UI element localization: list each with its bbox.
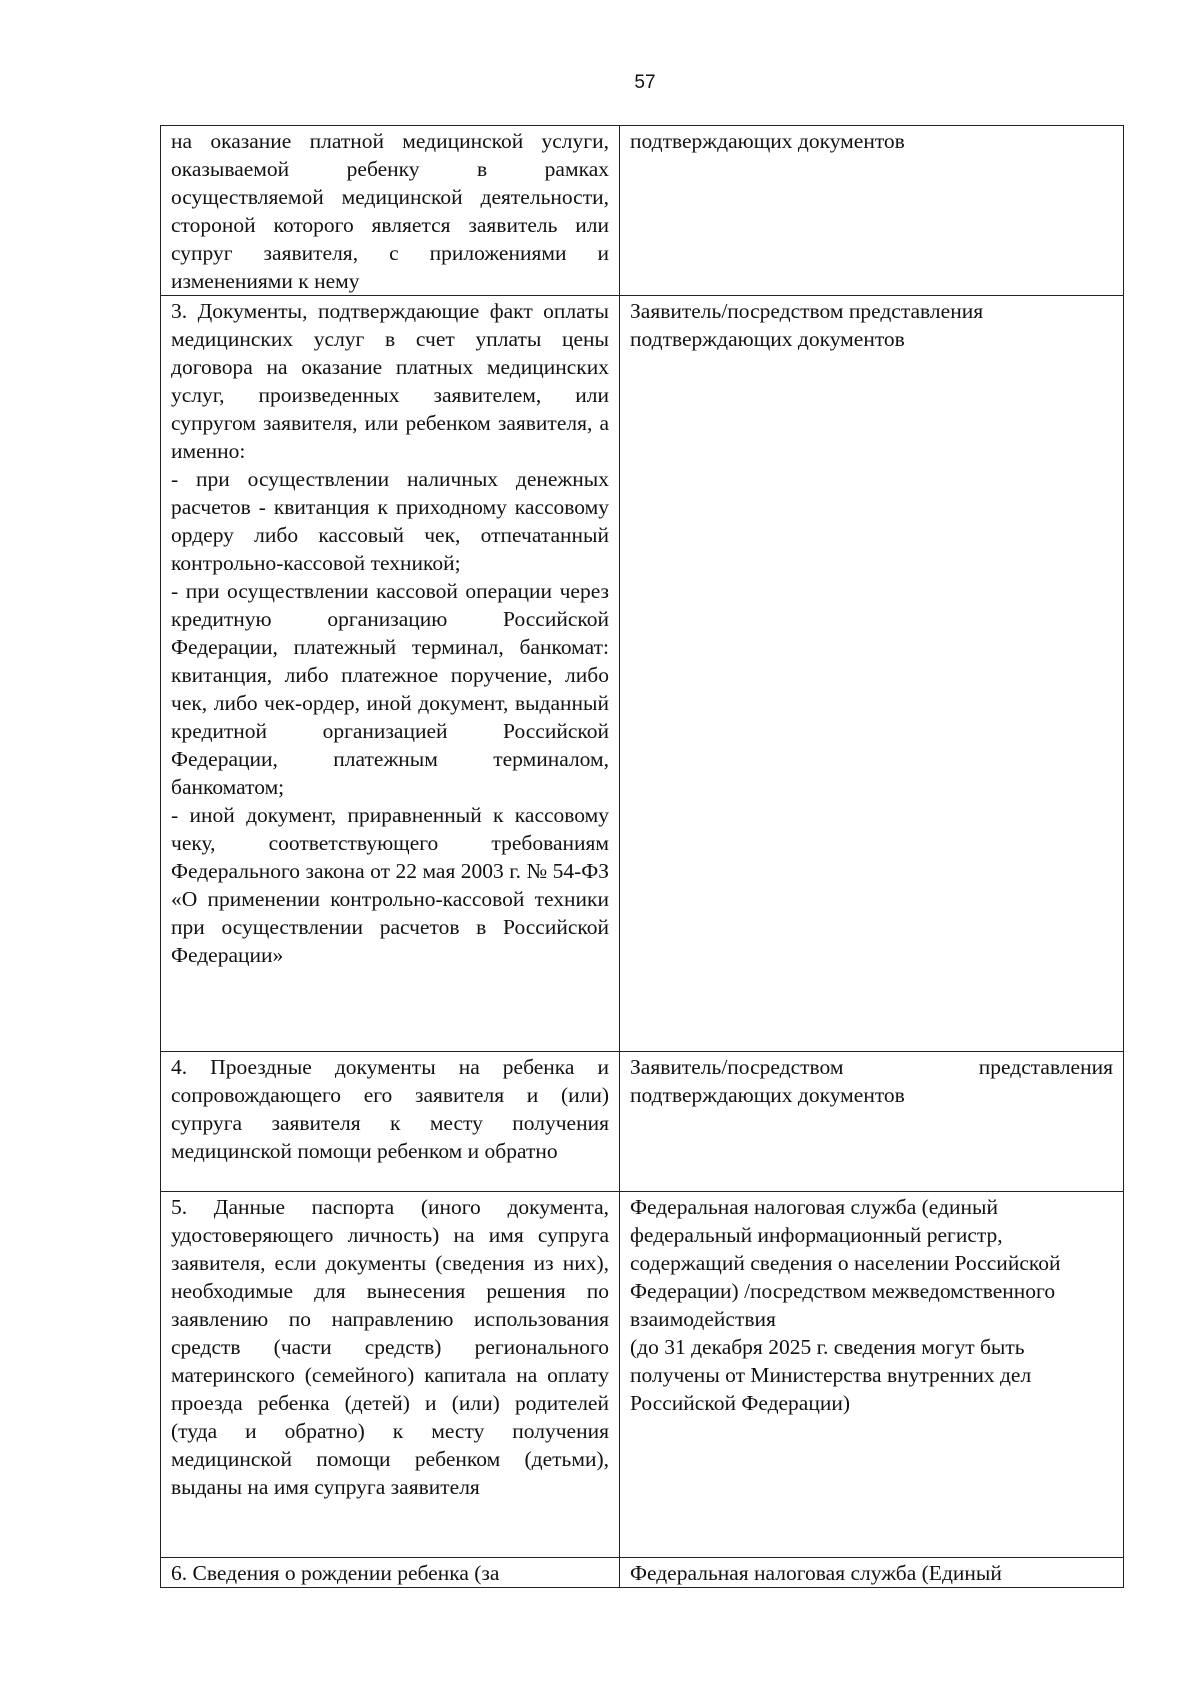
table-cell-document: на оказание платной медицинской услуги, оказываемой ребенку в рамках осуществляемой медицинской деятельности, стороной которого является заявитель или супруг заявителя, с приложениями и изменениями к нему xyxy=(161,126,620,296)
table-row xyxy=(161,296,1124,1052)
table-cell-source: Заявитель/посредством представления подтверждающих документов xyxy=(620,1052,1124,1192)
table-cell-source: Федеральная налоговая служба (единый федеральный информационный регистр, содержащий сведения о населении Российской Федерации) /посредством межведомственного взаимодействия (до 31 декабря 2025 г. сведения могут быть получены от Министерства внутренних дел Российской Федерации) xyxy=(620,1192,1124,1558)
table-row xyxy=(161,1558,1124,1588)
documents-table xyxy=(160,125,1124,1588)
page-number: 57 xyxy=(634,72,656,93)
table-cell-document: 6. Сведения о рождении ребенка (за xyxy=(161,1558,620,1588)
table-cell-document: 3. Документы, подтверждающие факт оплаты медицинских услуг в счет уплаты цены договора на оказание платных медицинских услуг, произведенных заявителем, или супругом заявителя, или ребенком заявителя, а именно: - при осуществлении наличных денежных расчетов - квитанция к приходному кассовому ордеру либо кассовый чек, отпечатанный контрольно-кассовой техникой; - при осуществлении кассовой операции через кредитную организацию Российской Федерации, платежный терминал, банкомат: квитанция, либо платежное поручение, либо чек, либо чек-ордер, иной документ, выданный кредитной организацией Российской Федерации, платежным терминалом, банкоматом; - иной документ, приравненный к кассовому чеку, соответствующего требованиям Федерального закона от 22 мая 2003 г. № 54-ФЗ «О применении контрольно-кассовой техники при осуществлении расчетов в Российской Федерации» xyxy=(161,296,620,1052)
table-cell-document: 5. Данные паспорта (иного документа, удостоверяющего личность) на имя супруга заявителя, если документы (сведения из них), необходимые для вынесения решения по заявлению по направлению использования средств (части средств) регионального материнского (семейного) капитала на оплату проезда ребенка (детей) и (или) родителей (туда и обратно) к месту получения медицинской помощи ребенком (детьми), выданы на имя супруга заявителя xyxy=(161,1192,620,1558)
table-row xyxy=(161,126,1124,296)
table-row xyxy=(161,1052,1124,1192)
table-row xyxy=(161,1192,1124,1558)
table-cell-source: Заявитель/посредством представления подтверждающих документов xyxy=(620,296,1124,1052)
table-cell-document: 4. Проездные документы на ребенка и сопровождающего его заявителя и (или) супруга заявителя к месту получения медицинской помощи ребенком и обратно xyxy=(161,1052,620,1192)
table-cell-source: подтверждающих документов xyxy=(620,126,1124,296)
table-cell-source: Федеральная налоговая служба (Единый xyxy=(620,1558,1124,1588)
